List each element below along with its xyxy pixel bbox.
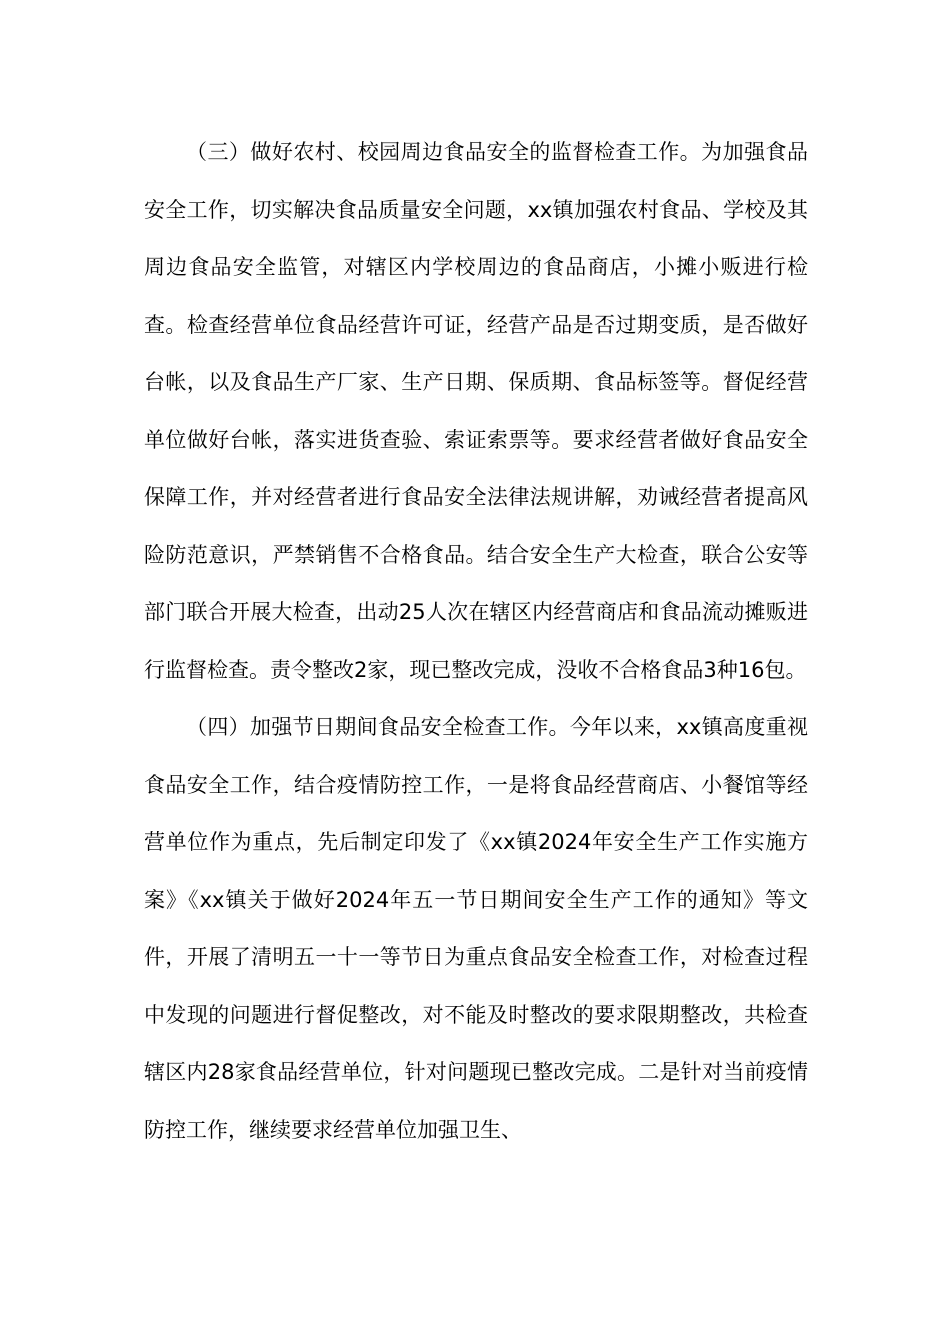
document-body: [144, 124, 808, 1159]
paragraph-4-holiday-food-safety: （四）加强节日期间食品安全检查工作。今年以来，xx镇高度重视食品安全工作，结合疫情防控工作，一是将食品经营商店、小餐馆等经营单位作为重点，先后制定印发了《xx镇2024年安全生产工作实施方案》《xx镇关于做好2024年五一节日期间安全生产工作的通知》等文件，开展了清明五一十一等节日为重点食品安全检查工作，对检查过程中发现的问题进行督促整改，对不能及时整改的要求限期整改，共检查辖区内28家食品经营单位，针对问题现已整改完成。二是针对当前疫情防控工作，继续要求经营单位加强卫生、: [144, 715, 808, 1142]
paragraph-3-rural-campus-food-safety: （三）做好农村、校园周边食品安全的监督检查工作。为加强食品安全工作，切实解决食品质量安全问题，xx镇加强农村食品、学校及其周边食品安全监管，对辖区内学校周边的食品商店，小摊小贩进行检查。检查经营单位食品经营许可证，经营产品是否过期变质，是否做好台帐，以及食品生产厂家、生产日期、保质期、食品标签等。督促经营单位做好台帐，落实进货查验、索证索票等。要求经营者做好食品安全保障工作，并对经营者进行食品安全法律法规讲解，劝诫经营者提高风险防范意识，严禁销售不合格食品。结合安全生产大检查，联合公安等部门联合开展大检查，出动25人次在辖区内经营商店和食品流动摊贩进行监督检查。责令整改2家，现已整改完成，没收不合格食品3种16包。: [144, 140, 808, 682]
